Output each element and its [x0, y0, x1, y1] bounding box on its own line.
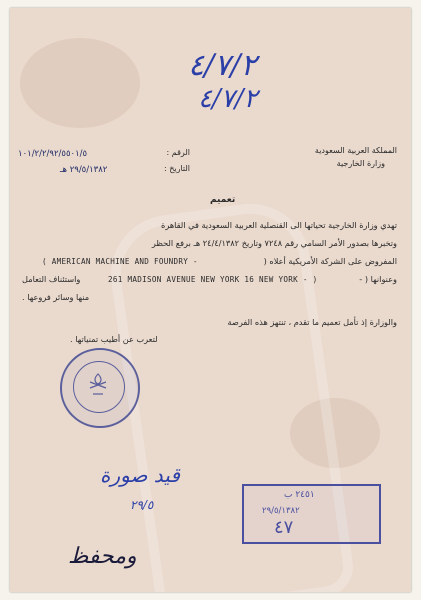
date-value: ٢٩/٥/١٣٨٢ هـ [60, 165, 108, 175]
paper-stain [20, 38, 140, 128]
number-value: ١٠١/٢/٢/٩٢/٥٥٠١/٥ [18, 149, 88, 159]
body-line-2: وتخبرها بصدور الأمر السامي رقم ٧٢٤٨ وتاريخ ٢٤/٤/١٣٨٢ هـ برفع الحظر [151, 238, 397, 248]
company-name: ( AMERICAN MACHINE AND FOUNDRY - [42, 257, 198, 266]
letterhead-kingdom: المملكة العربية السعودية [314, 146, 397, 155]
body-line-7: لتعرب عن أطيب تمنياتها . [70, 334, 158, 344]
stamp-date: ٢٩/٥/١٣٨٢ [262, 506, 300, 516]
body-line-1: تهدي وزارة الخارجية تحياتها الى القنصلية العربية السعودية في القاهرة [161, 220, 397, 230]
letterhead-ministry: وزارة الخارجية [336, 159, 385, 168]
handwritten-note-date: ٢٩/٥ [130, 498, 154, 512]
seal-emblem-icon [60, 348, 136, 424]
number-label: الرقم : [166, 148, 190, 157]
document-page [10, 8, 411, 592]
address-suffix: واستئناف التعامل [22, 274, 81, 284]
body-line-3: المفروض على الشركة الأمريكية أعلاه ( [263, 256, 397, 266]
ministry-seal [60, 348, 140, 428]
body-line-6: والوزارة إذ تأمل تعميم ما تقدم ، تنتهز هذه الفرصة [227, 317, 397, 327]
handwritten-number-second: ٤/٧/٢ [198, 84, 258, 114]
stamp-number: ٢٤٥١ ب [284, 490, 315, 500]
date-label: التاريخ : [163, 164, 190, 173]
handwritten-signature: ومحفظ [68, 544, 137, 569]
company-address: 261 MADISON AVENUE NEW YORK 16 NEW YORK - ) [108, 275, 318, 284]
subject-heading: تعميم [210, 195, 236, 205]
receipt-stamp [242, 484, 381, 544]
stamp-handwritten: ٤٧ [274, 517, 294, 538]
body-line-4: وعنوانها ( - [359, 274, 397, 284]
body-line-5: منها وسائر فروعها . [22, 292, 90, 302]
handwritten-note: قيد صورة [100, 463, 180, 487]
handwritten-number-top: ٤/٧/٢ [188, 48, 257, 83]
